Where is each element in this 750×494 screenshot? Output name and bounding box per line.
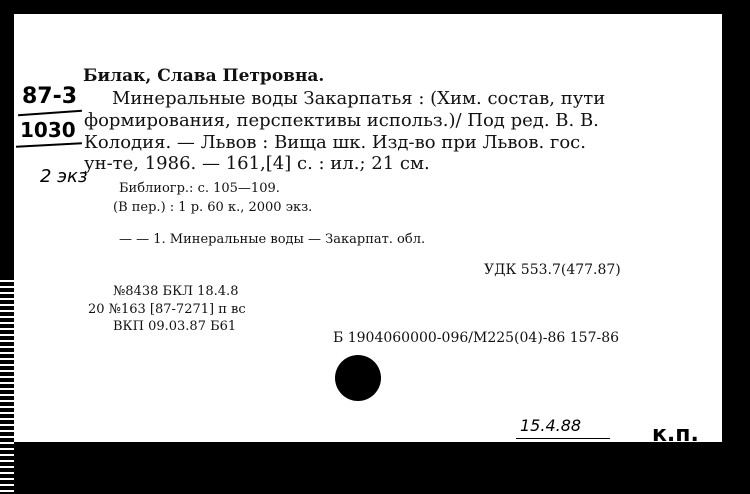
imprint-line: ун-те, 1986. — 161,[4] с. : ил.; 21 см. <box>84 153 430 174</box>
subject-heading: — — 1. Минеральные воды — Закарпат. обл. <box>119 232 426 247</box>
catalog-code: Б 1904060000-096/М225(04)-86 157-86 <box>333 330 620 346</box>
handwritten-copies: 2 экз <box>40 166 88 187</box>
title-line-2: формирования, перспективы использ.)/ Под ред. В. В. <box>84 110 599 131</box>
handwritten-shelf-mark: 87-3 <box>22 84 78 109</box>
scan-border-right <box>722 0 750 494</box>
title-line-3: Колодия. — Львов : Вища шк. Изд-во при Львов. гос. <box>84 132 586 153</box>
scan-border-bottom <box>0 442 750 494</box>
date-underline <box>516 438 610 439</box>
title-line-1: Минеральные воды Закарпатья : (Хим. состав, пути <box>112 88 606 109</box>
handwritten-mark: к.п. <box>652 422 699 447</box>
author-name: Билак, Слава Петровна. <box>83 66 325 86</box>
registry-line-2: 20 №163 [87-7271] п вс <box>88 302 246 317</box>
registry-line-3: ВКП 09.03.87 Б61 <box>113 319 237 334</box>
scan-edge-strip <box>0 280 14 494</box>
binding-price-note: (В пер.) : 1 р. 60 к., 2000 экз. <box>113 200 313 215</box>
handwritten-date: 15.4.88 <box>520 416 582 435</box>
punch-hole <box>335 355 381 401</box>
bibliography-note: Библиогр.: с. 105—109. <box>119 181 280 196</box>
udk-code: УДК 553.7(477.87) <box>484 262 621 278</box>
handwritten-number: 1030 <box>20 118 76 142</box>
registry-line-1: №8438 БКЛ 18.4.8 <box>113 284 239 299</box>
